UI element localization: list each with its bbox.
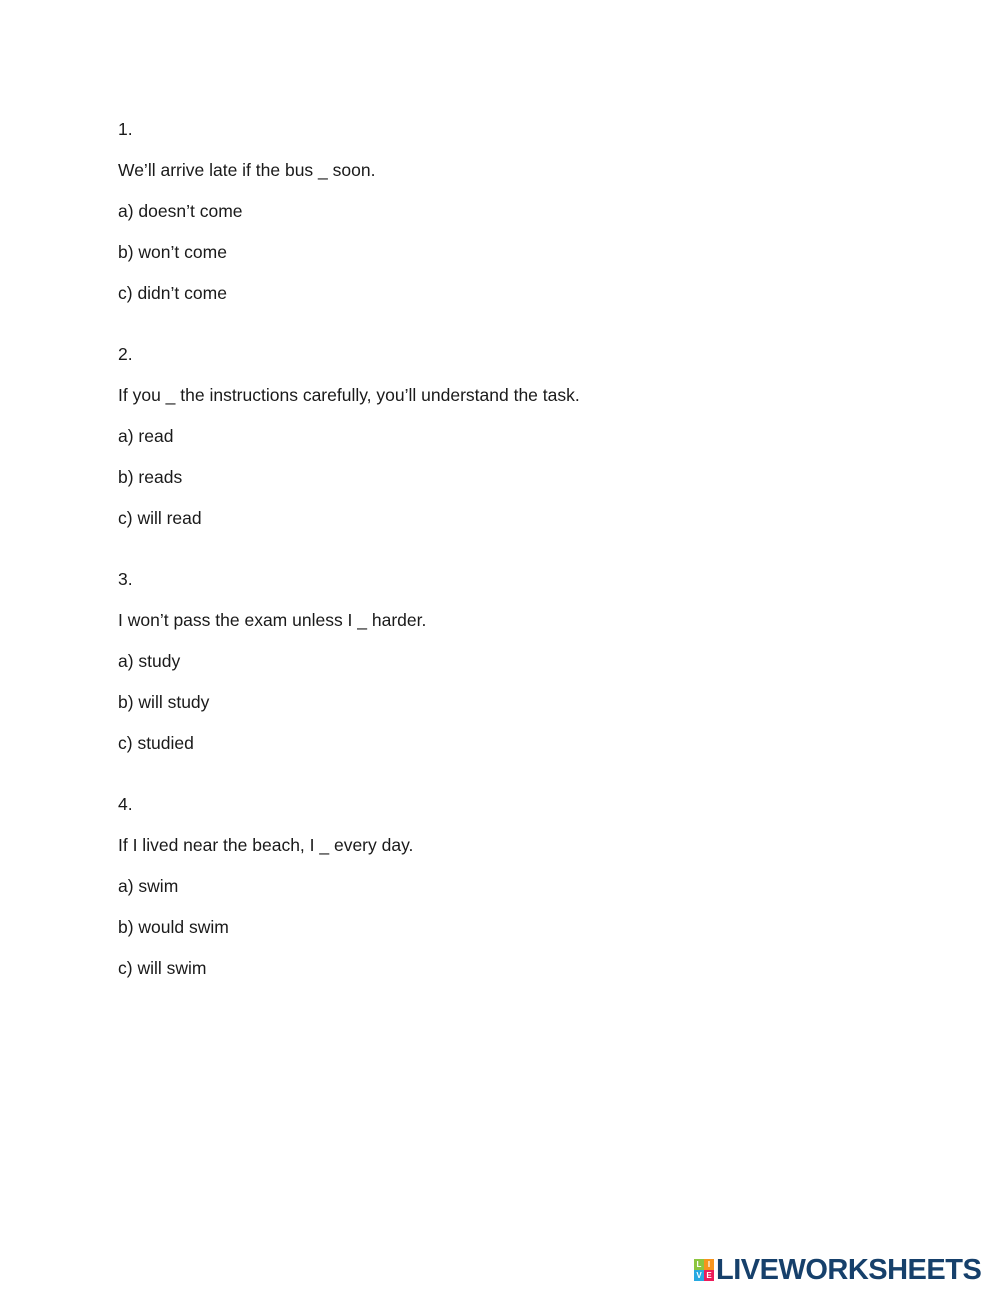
answer-option-c[interactable]: c) will swim: [118, 958, 207, 978]
question-number: 1.: [118, 119, 133, 139]
question-number: 2.: [118, 344, 133, 364]
answer-option-b[interactable]: b) would swim: [118, 917, 229, 937]
question-1: [118, 119, 918, 303]
question-prompt: If I lived near the beach, I _ every day.: [118, 835, 414, 855]
question-prompt: I won’t pass the exam unless I _ harder.: [118, 610, 427, 630]
question-2: [118, 344, 918, 528]
question-3: [118, 569, 918, 753]
answer-option-b[interactable]: b) reads: [118, 467, 183, 487]
answer-option-a[interactable]: a) read: [118, 426, 174, 446]
answer-option-b[interactable]: b) will study: [118, 692, 210, 712]
answer-option-c[interactable]: c) will read: [118, 508, 202, 528]
question-prompt: We’ll arrive late if the bus _ soon.: [118, 160, 376, 180]
answer-option-c[interactable]: c) didn’t come: [118, 283, 227, 303]
question-number: 3.: [118, 569, 133, 589]
logo-mark-icon: L I V E: [694, 1259, 714, 1281]
question-4: [118, 794, 918, 978]
logo-text: LIVEWORKSHEETS: [716, 1254, 982, 1286]
liveworksheets-logo: [694, 1256, 981, 1284]
worksheet: [118, 119, 918, 978]
answer-option-c[interactable]: c) studied: [118, 733, 194, 753]
answer-option-b[interactable]: b) won’t come: [118, 242, 227, 262]
answer-option-a[interactable]: a) doesn’t come: [118, 201, 243, 221]
answer-option-a[interactable]: a) swim: [118, 876, 179, 896]
question-number: 4.: [118, 794, 133, 814]
question-prompt: If you _ the instructions carefully, you’ll understand the task.: [118, 385, 580, 405]
answer-option-a[interactable]: a) study: [118, 651, 181, 671]
